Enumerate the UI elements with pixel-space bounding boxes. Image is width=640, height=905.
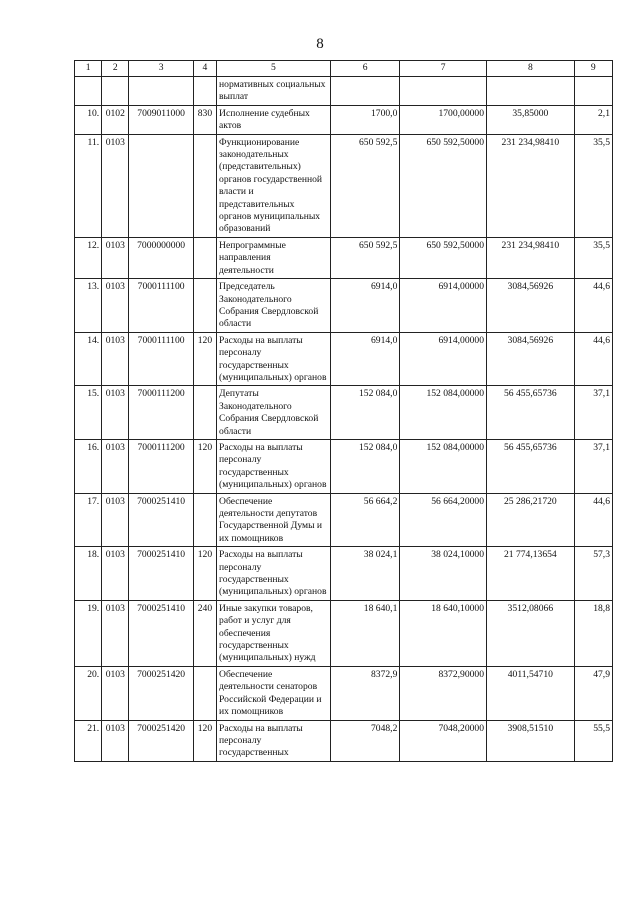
expense-type-cell	[193, 134, 216, 237]
target-code-cell: 7000111200	[129, 386, 193, 440]
row-number-cell: 13.	[75, 279, 102, 333]
section-code-cell: 0103	[102, 600, 129, 666]
percent-cell: 44,6	[574, 332, 612, 386]
approved-amount-cell: 8372,9	[330, 666, 400, 720]
section-code-cell: 0103	[102, 720, 129, 761]
approved-amount-cell: 650 592,5	[330, 134, 400, 237]
expense-type-cell	[193, 493, 216, 547]
percent-cell: 35,5	[574, 134, 612, 237]
executed-amount-cell: 35,85000	[487, 105, 575, 134]
target-code-cell: 7000111100	[129, 279, 193, 333]
description-cell: Иные закупки товаров, работ и услуг для обеспечения государственных (муниципальных) нужд	[217, 600, 331, 666]
row-number-cell	[75, 77, 102, 106]
section-code-cell: 0103	[102, 279, 129, 333]
refined-amount-cell	[400, 77, 487, 106]
row-number-cell: 21.	[75, 720, 102, 761]
approved-amount-cell: 152 084,0	[330, 386, 400, 440]
target-code-cell: 7000251420	[129, 720, 193, 761]
percent-cell: 55,5	[574, 720, 612, 761]
approved-amount-cell: 152 084,0	[330, 439, 400, 493]
refined-amount-cell: 6914,00000	[400, 279, 487, 333]
table-row	[75, 134, 613, 237]
column-header: 3	[129, 61, 193, 77]
percent-cell: 2,1	[574, 105, 612, 134]
section-code-cell: 0103	[102, 666, 129, 720]
target-code-cell: 7009011000	[129, 105, 193, 134]
percent-cell: 57,3	[574, 547, 612, 601]
percent-cell: 37,1	[574, 386, 612, 440]
description-cell: Расходы на выплаты персоналу государственных	[217, 720, 331, 761]
table-row	[75, 279, 613, 333]
column-header: 9	[574, 61, 612, 77]
refined-amount-cell: 8372,90000	[400, 666, 487, 720]
expense-type-cell	[193, 279, 216, 333]
target-code-cell: 7000251420	[129, 666, 193, 720]
section-code-cell: 0103	[102, 134, 129, 237]
approved-amount-cell: 650 592,5	[330, 237, 400, 278]
percent-cell: 47,9	[574, 666, 612, 720]
refined-amount-cell: 152 084,00000	[400, 386, 487, 440]
section-code-cell: 0103	[102, 332, 129, 386]
row-number-cell: 16.	[75, 439, 102, 493]
row-number-cell: 14.	[75, 332, 102, 386]
expense-type-cell: 830	[193, 105, 216, 134]
percent-cell: 44,6	[574, 279, 612, 333]
approved-amount-cell: 7048,2	[330, 720, 400, 761]
target-code-cell: 7000000000	[129, 237, 193, 278]
section-code-cell: 0103	[102, 493, 129, 547]
column-header: 8	[487, 61, 575, 77]
approved-amount-cell: 18 640,1	[330, 600, 400, 666]
section-code-cell: 0102	[102, 105, 129, 134]
table-row	[75, 237, 613, 278]
section-code-cell: 0103	[102, 439, 129, 493]
section-code-cell: 0103	[102, 386, 129, 440]
target-code-cell: 7000111200	[129, 439, 193, 493]
column-header: 5	[217, 61, 331, 77]
row-number-cell: 18.	[75, 547, 102, 601]
table-row	[75, 600, 613, 666]
row-number-cell: 12.	[75, 237, 102, 278]
section-code-cell: 0103	[102, 237, 129, 278]
budget-table	[74, 60, 613, 762]
refined-amount-cell: 650 592,50000	[400, 237, 487, 278]
refined-amount-cell: 1700,00000	[400, 105, 487, 134]
expense-type-cell: 120	[193, 439, 216, 493]
percent-cell: 35,5	[574, 237, 612, 278]
section-code-cell: 0103	[102, 547, 129, 601]
row-number-cell: 19.	[75, 600, 102, 666]
executed-amount-cell: 56 455,65736	[487, 439, 575, 493]
executed-amount-cell: 21 774,13654	[487, 547, 575, 601]
refined-amount-cell: 7048,20000	[400, 720, 487, 761]
row-number-cell: 20.	[75, 666, 102, 720]
description-cell: Расходы на выплаты персоналу государственных (муниципальных) органов	[217, 439, 331, 493]
description-cell: Непрограммные направления деятельности	[217, 237, 331, 278]
percent-cell	[574, 77, 612, 106]
table-row	[75, 105, 613, 134]
row-number-cell: 15.	[75, 386, 102, 440]
approved-amount-cell: 6914,0	[330, 332, 400, 386]
expense-type-cell	[193, 386, 216, 440]
refined-amount-cell: 38 024,10000	[400, 547, 487, 601]
executed-amount-cell: 3084,56926	[487, 279, 575, 333]
description-cell: нормативных социальных выплат	[217, 77, 331, 106]
description-cell: Обеспечение деятельности депутатов Государственной Думы и их помощников	[217, 493, 331, 547]
table-row	[75, 77, 613, 106]
description-cell: Исполнение судебных актов	[217, 105, 331, 134]
section-code-cell	[102, 77, 129, 106]
approved-amount-cell: 1700,0	[330, 105, 400, 134]
table-row	[75, 720, 613, 761]
refined-amount-cell: 18 640,10000	[400, 600, 487, 666]
expense-type-cell	[193, 237, 216, 278]
approved-amount-cell: 38 024,1	[330, 547, 400, 601]
approved-amount-cell: 56 664,2	[330, 493, 400, 547]
page-number: 8	[316, 36, 324, 52]
expense-type-cell	[193, 666, 216, 720]
description-cell: Председатель Законодательного Собрания Свердловской области	[217, 279, 331, 333]
column-header: 1	[75, 61, 102, 77]
executed-amount-cell: 56 455,65736	[487, 386, 575, 440]
expense-type-cell: 120	[193, 720, 216, 761]
table-row	[75, 493, 613, 547]
refined-amount-cell: 650 592,50000	[400, 134, 487, 237]
executed-amount-cell: 3512,08066	[487, 600, 575, 666]
description-cell: Обеспечение деятельности сенаторов Российской Федерации и их помощников	[217, 666, 331, 720]
table-row	[75, 332, 613, 386]
table-row	[75, 386, 613, 440]
executed-amount-cell: 25 286,21720	[487, 493, 575, 547]
refined-amount-cell: 56 664,20000	[400, 493, 487, 547]
column-header: 2	[102, 61, 129, 77]
expense-type-cell: 120	[193, 332, 216, 386]
target-code-cell	[129, 134, 193, 237]
row-number-cell: 11.	[75, 134, 102, 237]
refined-amount-cell: 6914,00000	[400, 332, 487, 386]
column-header: 4	[193, 61, 216, 77]
row-number-cell: 10.	[75, 105, 102, 134]
executed-amount-cell: 4011,54710	[487, 666, 575, 720]
column-header: 7	[400, 61, 487, 77]
target-code-cell: 7000251410	[129, 493, 193, 547]
table-row	[75, 666, 613, 720]
expense-type-cell	[193, 77, 216, 106]
description-cell: Расходы на выплаты персоналу государственных (муниципальных) органов	[217, 547, 331, 601]
description-cell: Функционирование законодательных (представительных) органов государственной власти и представительных органов муниципальных образований	[217, 134, 331, 237]
executed-amount-cell: 3084,56926	[487, 332, 575, 386]
description-cell: Депутаты Законодательного Собрания Свердловской области	[217, 386, 331, 440]
expense-type-cell: 240	[193, 600, 216, 666]
executed-amount-cell: 3908,51510	[487, 720, 575, 761]
target-code-cell: 7000111100	[129, 332, 193, 386]
percent-cell: 44,6	[574, 493, 612, 547]
table-header-row	[75, 61, 613, 77]
percent-cell: 37,1	[574, 439, 612, 493]
approved-amount-cell: 6914,0	[330, 279, 400, 333]
refined-amount-cell: 152 084,00000	[400, 439, 487, 493]
column-header: 6	[330, 61, 400, 77]
executed-amount-cell: 231 234,98410	[487, 134, 575, 237]
percent-cell: 18,8	[574, 600, 612, 666]
table-row	[75, 547, 613, 601]
expense-type-cell: 120	[193, 547, 216, 601]
executed-amount-cell: 231 234,98410	[487, 237, 575, 278]
executed-amount-cell	[487, 77, 575, 106]
table-row	[75, 439, 613, 493]
approved-amount-cell	[330, 77, 400, 106]
target-code-cell: 7000251410	[129, 600, 193, 666]
target-code-cell: 7000251410	[129, 547, 193, 601]
target-code-cell	[129, 77, 193, 106]
description-cell: Расходы на выплаты персоналу государственных (муниципальных) органов	[217, 332, 331, 386]
row-number-cell: 17.	[75, 493, 102, 547]
